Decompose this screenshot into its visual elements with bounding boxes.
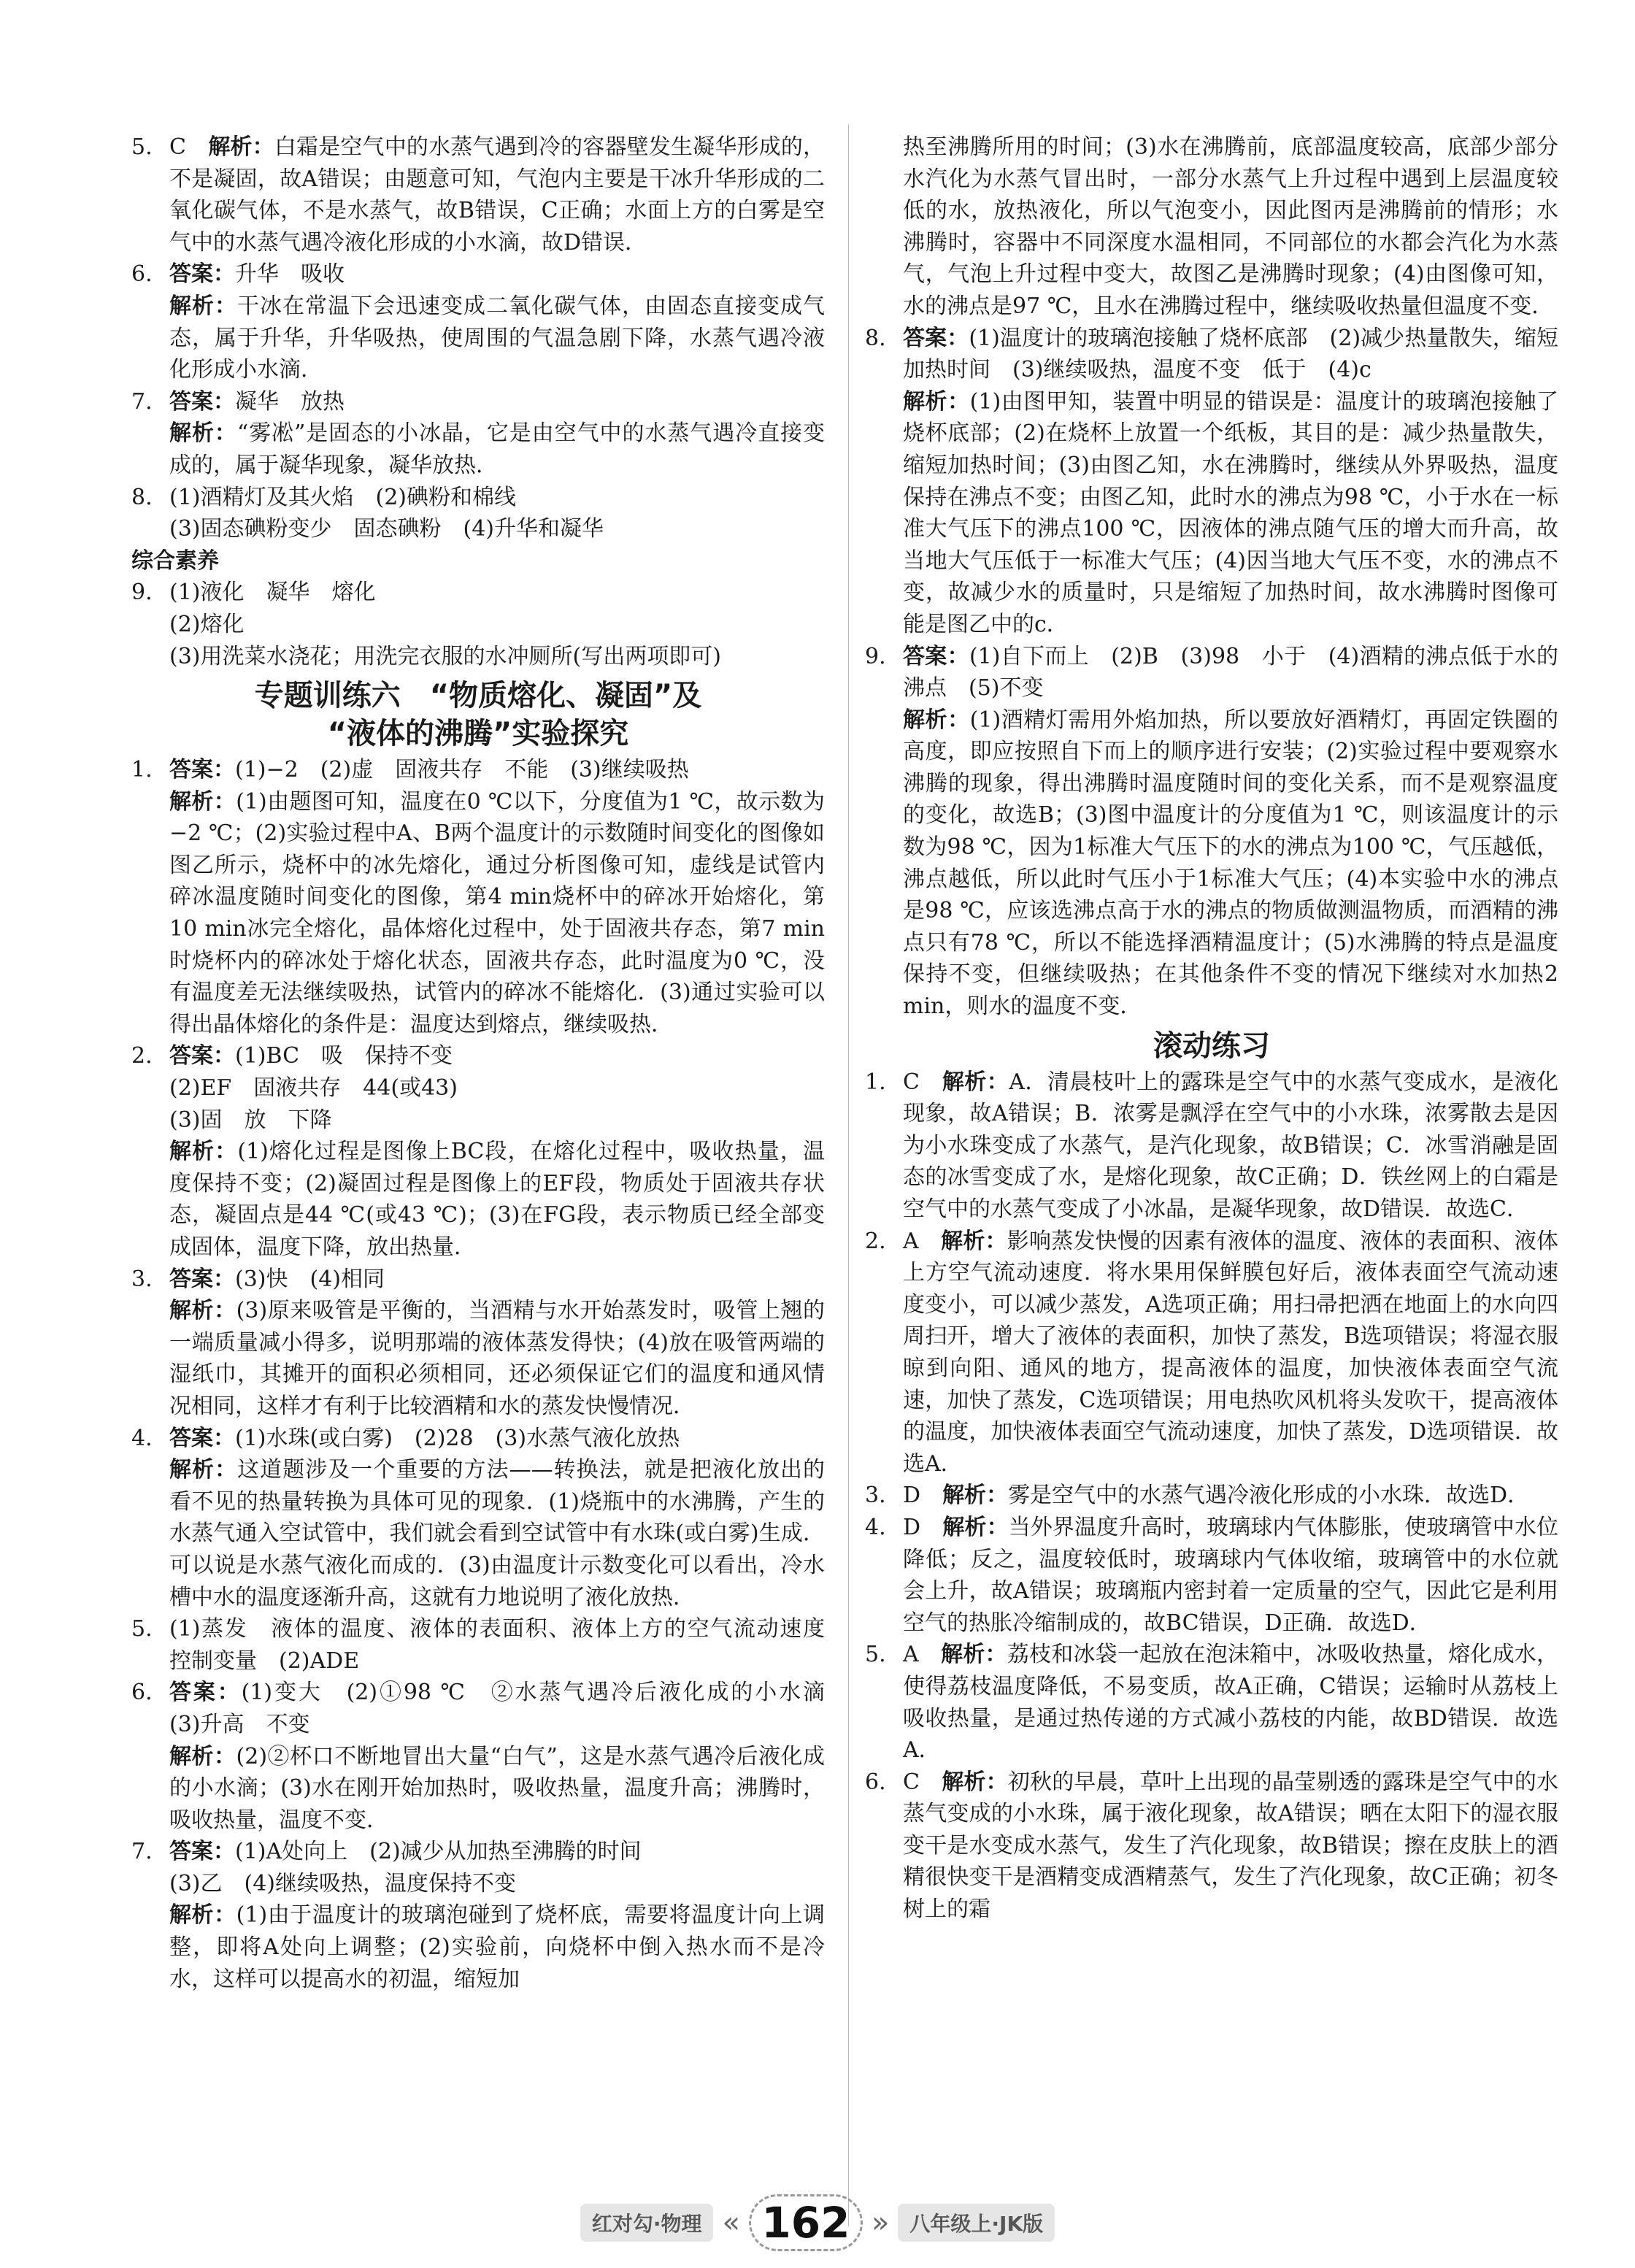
answer-item <box>131 482 825 514</box>
answer-item <box>865 1639 1558 1766</box>
answer-continuation <box>131 1295 825 1422</box>
item-number: 2. <box>131 1043 153 1069</box>
item-number: 5. <box>131 1616 153 1642</box>
answer-continuation <box>131 1868 825 1900</box>
section-title-line: “液体的沸腾”实验探究 <box>327 717 629 751</box>
answer-item <box>131 1613 847 1677</box>
item-number: 5. <box>131 134 153 160</box>
section-title-line: 滚动练习 <box>1153 1029 1270 1063</box>
answer-item <box>865 1767 1558 1926</box>
answer-item <box>131 1040 825 1072</box>
item-text: 白霜是空气中的水蒸气遇到冷的容器壁发生凝华形成的，不是凝固，故A错误；由题意可知，气泡内主要是干冰升华形成的二氧化碳气体，不是水蒸气，故B错误，C正确；水面上方的白雾是空气中的水蒸气遇冷液化形成的小水滴，故D错误． <box>169 134 826 255</box>
page-number: 162 <box>749 2194 863 2251</box>
item-number: 1. <box>865 1069 886 1095</box>
item-text: (1)−2 (2)虚 固液共存 不能 (3)继续吸热 <box>235 757 689 783</box>
item-text: (1)变大 (2)①98 ℃ ②水蒸气遇冷后液化成的小水滴 (3)升高 不变 <box>169 1680 847 1737</box>
item-text: 热至沸腾所用的时间；(3)水在沸腾前，底部温度较高，底部少部分水汽化为水蒸气冒出时，一部分水蒸气上升过程中遇到上层温度较低的水，放热液化，所以气泡变小，因此图丙是沸腾前的情形；水沸腾时，容器中不同深度水温相同，不同部位的水都会汽化为水蒸气，气泡上升过程中变大，故图乙是沸腾时现象；(4)由图像可知，水的沸点是97 ℃，且水在沸腾过程中，继续吸收热量但温度不变． <box>903 134 1558 319</box>
analysis-label: 解析： <box>208 134 274 160</box>
answer-choice: D <box>903 1514 921 1540</box>
analysis-label: 解析： <box>169 1457 238 1483</box>
item-number: 9. <box>865 643 886 669</box>
section-title <box>865 1027 1558 1065</box>
answer-continuation <box>131 1104 825 1137</box>
analysis-label: 解析： <box>903 707 970 733</box>
section-heading: 综合素养 <box>131 547 219 574</box>
item-text: (3)快 (4)相同 <box>235 1266 385 1292</box>
answer-item <box>865 323 1558 386</box>
analysis-label: 解析： <box>169 1902 236 1929</box>
item-number: 6. <box>131 1680 153 1706</box>
item-text: (1)由图甲知，装置中明显的错误是：温度计的玻璃泡接触了烧杯底部；(2)在烧杯上放置一个纸板，其目的是：减少热量散失，缩短加热时间；(3)由图乙知，水在沸腾时，继续从外界吸热，温度保持在沸点不变；由图乙知，此时水的沸点为98 ℃，小于水在一标准大气压下的沸点100 ℃，因液体的沸点随气压的增大而升高，故当地大气压低于一标准大气压；(4)因当地大气压不变，水的沸点不变，故减少水的质量时，只是缩短了加热时间，故水沸腾时图像可能是图乙中的c． <box>903 388 1559 637</box>
answer-item <box>131 754 825 786</box>
footer-grade-edition: 八年级上·JK版 <box>898 2204 1055 2242</box>
item-number: 4. <box>131 1425 153 1451</box>
answer-label: 答案： <box>169 388 235 415</box>
item-text: (2)②杯口不断地冒出大量“白气”，这是水蒸气遇冷后液化成的小水滴；(3)水在刚开始加热时，吸收热量，温度升高；沸腾时，吸收热量，温度不变． <box>169 1743 826 1833</box>
answer-choice: C <box>169 134 186 160</box>
answer-continuation <box>131 291 825 386</box>
answer-continuation <box>131 1136 825 1263</box>
section-title <box>131 677 825 753</box>
answer-item <box>131 1836 825 1868</box>
answer-item <box>865 1066 1558 1226</box>
page-footer <box>0 2190 1635 2256</box>
item-number: 7. <box>131 1839 153 1865</box>
answer-item <box>865 1226 1558 1480</box>
item-text: (1)熔化过程是图像上BC段，在熔化过程中，吸收热量，温度保持不变；(2)凝固过程是图像上的EF段，物质处于固液共存状态，凝固点是44 ℃(或43 ℃)；(3)在FG段，表示物质已经全部变成固体，温度下降，放出热量． <box>169 1139 825 1260</box>
analysis-label: 解析： <box>942 1514 1009 1540</box>
item-text: (1)蒸发 液体的温度、液体的表面积、液体上方的空气流动速度 控制变量 (2)ADE <box>169 1616 847 1674</box>
item-number: 5. <box>865 1642 886 1668</box>
answer-label: 答案： <box>169 1680 242 1706</box>
item-text: 当外界温度升高时，玻璃球内气体膨胀，使玻璃管中水位降低；反之，温度较低时，玻璃球内气体收缩，玻璃管中的水位就会上升，故A错误；玻璃瓶内密封着一定质量的空气，因此它是利用空气的热胀冷缩制成的，故BC错误，D正确．故选D． <box>903 1514 1559 1636</box>
analysis-label: 解析： <box>942 1769 1008 1795</box>
item-text: 初秋的早晨，草叶上出现的晶莹剔透的露珠是空气中的水蒸气变成的小水珠，属于液化现象，故A错误；晒在太阳下的湿衣服变干是水变成水蒸气，发生了汽化现象，故B错误；擦在皮肤上的酒精很快变干是酒精变成酒精蒸气，发生了汽化现象，故C正确；初冬树上的霜 <box>903 1769 1559 1923</box>
item-text: (3)原来吸管是平衡的，当酒精与水开始蒸发时，吸管上翘的一端质量减小得多，说明那端的液体蒸发得快；(4)放在吸管两端的湿纸巾，其摊开的面积必须相同，还必须保证它们的温度和通风情况相同，这样才有利于比较酒精和水的蒸发快慢情况． <box>169 1298 826 1419</box>
answer-continuation <box>131 418 825 481</box>
item-text: (2)熔化 <box>169 611 245 637</box>
item-number: 9. <box>131 580 153 606</box>
answer-choice: C <box>903 1769 920 1795</box>
item-number: 2. <box>865 1228 886 1254</box>
item-text: (1)A处向上 (2)减少从加热至沸腾的时间 <box>235 1839 642 1865</box>
item-text: (1)水珠(或白雾) (2)28 (3)水蒸气液化放热 <box>235 1425 680 1451</box>
answer-label: 答案： <box>169 1839 235 1865</box>
item-text: (1)BC 吸 保持不变 <box>235 1043 453 1069</box>
analysis-label: 解析： <box>169 1139 238 1165</box>
item-number: 7. <box>131 388 153 415</box>
item-number: 3. <box>865 1483 886 1509</box>
item-text: (1)由题图可知，温度在0 ℃以下，分度值为1 ℃，故示数为−2 ℃；(2)实验过程中A、B两个温度计的示数随时间变化的图像如图乙所示，烧杯中的冰先熔化，通过分析图像可知，虚线是试管内碎冰温度随时间变化的图像，第4 min烧杯中的碎冰开始熔化，第10 min冰完全熔化，晶体熔化过程中，处于固液共存态，第7 min时烧杯内的碎冰处于熔化状态，固液共存态，此时温度为0 ℃，没有温度差无法继续吸热，试管内的碎冰不能熔化．(3)通过实验可以得出晶体熔化的条件是：温度达到熔点，继续吸热． <box>169 788 825 1037</box>
answer-continuation <box>131 1741 825 1837</box>
analysis-label: 解析： <box>169 1298 236 1324</box>
analysis-label: 解析： <box>942 1483 1009 1509</box>
analysis-label: 解析： <box>169 1743 236 1769</box>
answer-continuation <box>865 386 1558 641</box>
answer-label: 答案： <box>903 643 969 669</box>
answer-continuation <box>131 513 825 545</box>
item-text: (1)液化 凝华 熔化 <box>169 580 376 606</box>
answer-choice: A <box>903 1228 919 1254</box>
answer-continuation <box>865 131 1558 323</box>
right-column <box>865 131 1558 1926</box>
answer-label: 答案： <box>169 261 235 288</box>
answer-choice: D <box>903 1483 921 1509</box>
item-text: (1)温度计的玻璃泡接触了烧杯底部 (2)减少热量散失，缩短加热时间 (3)继续吸热，温度不变 低于 (4)c <box>903 325 1558 383</box>
analysis-label: 解析： <box>903 388 970 415</box>
item-text: (3)固态碘粉变少 固态碘粉 (4)升华和凝华 <box>169 516 604 542</box>
item-text: (1)由于温度计的玻璃泡碰到了烧杯底，需要将温度计向上调整，即将A处向上调整；(2)实验前，向烧杯中倒入热水而不是冷水，这样可以提高水的初温，缩短加 <box>169 1902 826 1992</box>
item-text: A．清晨枝叶上的露珠是空气中的水蒸气变成水，是液化现象，故A错误；B．浓雾是飘浮在空气中的小水珠，浓雾散去是因为小水珠变成了水蒸气，是汽化现象，故B错误；C．冰雪消融是固态的冰雪变成了水，是熔化现象，故C正确；D．铁丝网上的白霜是空气中的水蒸气变成了小冰晶，是凝华现象，故D错误．故选C． <box>903 1069 1559 1222</box>
answer-item <box>131 258 825 291</box>
item-text: (1)自下而上 (2)B (3)98 小于 (4)酒精的沸点低于水的沸点 (5)不变 <box>903 643 1558 701</box>
item-number: 3. <box>131 1266 153 1292</box>
section-title-line: 专题训练六 “物质熔化、凝固”及 <box>254 679 702 713</box>
item-text: (1)酒精灯及其火焰 (2)碘粉和棉线 <box>169 484 516 510</box>
answer-continuation <box>131 1899 825 1995</box>
analysis-label: 解析： <box>169 788 236 815</box>
item-number: 8. <box>131 484 153 510</box>
answer-continuation <box>131 641 825 673</box>
analysis-label: 解析： <box>169 293 237 319</box>
item-text: (3)乙 (4)继续吸热，温度保持不变 <box>169 1870 516 1896</box>
analysis-label: 解析： <box>942 1069 1009 1095</box>
answer-continuation <box>131 609 825 641</box>
answer-label: 答案： <box>169 1043 235 1069</box>
answer-label: 答案： <box>169 757 235 783</box>
answer-item <box>865 1480 1558 1512</box>
analysis-label: 解析： <box>941 1642 1007 1668</box>
answer-continuation <box>865 704 1558 1023</box>
item-number: 4. <box>865 1514 886 1540</box>
answer-item <box>131 577 825 609</box>
item-text: 雾是空气中的水蒸气遇冷液化形成的小水珠．故选D． <box>1008 1483 1530 1509</box>
answer-item <box>131 1677 847 1740</box>
answer-item <box>865 1512 1558 1639</box>
answer-continuation <box>131 1454 825 1613</box>
item-text: (1)酒精灯需用外焰加热，所以要放好酒精灯，再固定铁圈的高度，即应按照自下而上的顺序进行安装；(2)实验过程中要观察水沸腾的现象，得出沸腾时温度随时间的变化关系，而不是观察温度的变化，故选B；(3)图中温度计的分度值为1 ℃，则该温度计的示数为98 ℃，因为1标准大气压下的水的沸点为100 ℃，气压越低，沸点越低，所以此时气压小于1标准大气压；(4)本实验中水的沸点是98 ℃，应该选沸点高于水的沸点的物质做测温物质，而酒精的沸点只有78 ℃，所以不能选择酒精温度计；(5)水沸腾的特点是温度保持不变，但继续吸热；在其他条件不变的情况下继续对水加热2 min，则水的温度不变． <box>903 707 1559 1020</box>
item-text: 干冰在常温下会迅速变成二氧化碳气体，由固态直接变成气态，属于升华，升华吸热，使周围的气温急剧下降，水蒸气遇冷液化形成小水滴． <box>169 293 825 383</box>
item-number: 1. <box>131 757 153 783</box>
footer-right-quote: » <box>871 2206 890 2240</box>
answer-item <box>131 1264 825 1296</box>
item-text: (3)用洗菜水浇花；用洗完衣服的水冲厕所(写出两项即可) <box>169 643 721 669</box>
answer-item <box>131 131 825 258</box>
answer-item <box>131 386 825 418</box>
answer-label: 答案： <box>903 325 969 351</box>
footer-left-quote: « <box>722 2206 740 2240</box>
column-divider <box>848 124 849 2226</box>
answer-continuation <box>131 786 825 1041</box>
answer-label: 答案： <box>169 1266 235 1292</box>
answer-item <box>131 1423 825 1455</box>
item-text: 凝华 放热 <box>235 388 345 415</box>
item-number: 6. <box>865 1769 886 1795</box>
item-text: (2)EF 固液共存 44(或43) <box>169 1075 458 1102</box>
item-text: “雾凇”是固态的小冰晶，它是由空气中的水蒸气遇冷直接变成的，属于凝华现象，凝华放热． <box>169 420 825 478</box>
answer-choice: A <box>903 1642 919 1668</box>
item-text: 影响蒸发快慢的因素有液体的温度、液体的表面积、液体上方空气流动速度．将水果用保鲜膜包好后，液体表面空气流动速度变小，可以减少蒸发，A选项正确；用扫帚把洒在地面上的水向四周扫开，增大了液体的表面积，加快了蒸发，B选项错误；将湿衣服晾到向阳、通风的地方，提高液体的温度，加快液体表面空气流速，加快了蒸发，C选项错误；用电热吹风机将头发吹干，提高液体的温度，加快液体表面空气流动速度，加快了蒸发，D选项错误．故选A． <box>903 1228 1559 1477</box>
footer-book-title: 红对勾·物理 <box>580 2204 714 2242</box>
item-text: 荔枝和冰袋一起放在泡沫箱中，冰吸收热量，熔化成水，使得荔枝温度降低，不易变质，故A正确，C错误；运输时从荔枝上吸收热量，是通过热传递的方式减小荔枝的内能，故BD错误．故选A． <box>903 1642 1559 1764</box>
item-number: 8. <box>865 325 886 351</box>
answer-item <box>865 641 1558 704</box>
item-text: (3)固 放 下降 <box>169 1107 332 1133</box>
answer-continuation <box>131 1072 825 1104</box>
item-number: 6. <box>131 261 153 288</box>
answer-choice: C <box>903 1069 920 1095</box>
analysis-label: 解析： <box>941 1228 1007 1254</box>
left-column <box>131 131 847 1995</box>
answer-label: 答案： <box>169 1425 235 1451</box>
item-text: 这道题涉及一个重要的方法——转换法，就是把液化放出的看不见的热量转换为具体可见的现象．(1)烧瓶中的水沸腾，产生的水蒸气通入空试管中，我们就会看到空试管中有水珠(或白雾)生成．可以说是水蒸气液化而成的．(3)由温度计示数变化可以看出，冷水槽中水的温度逐渐升高，这就有力地说明了液化放热． <box>169 1457 826 1610</box>
item-text: 升华 吸收 <box>235 261 345 288</box>
analysis-label: 解析： <box>169 420 237 447</box>
